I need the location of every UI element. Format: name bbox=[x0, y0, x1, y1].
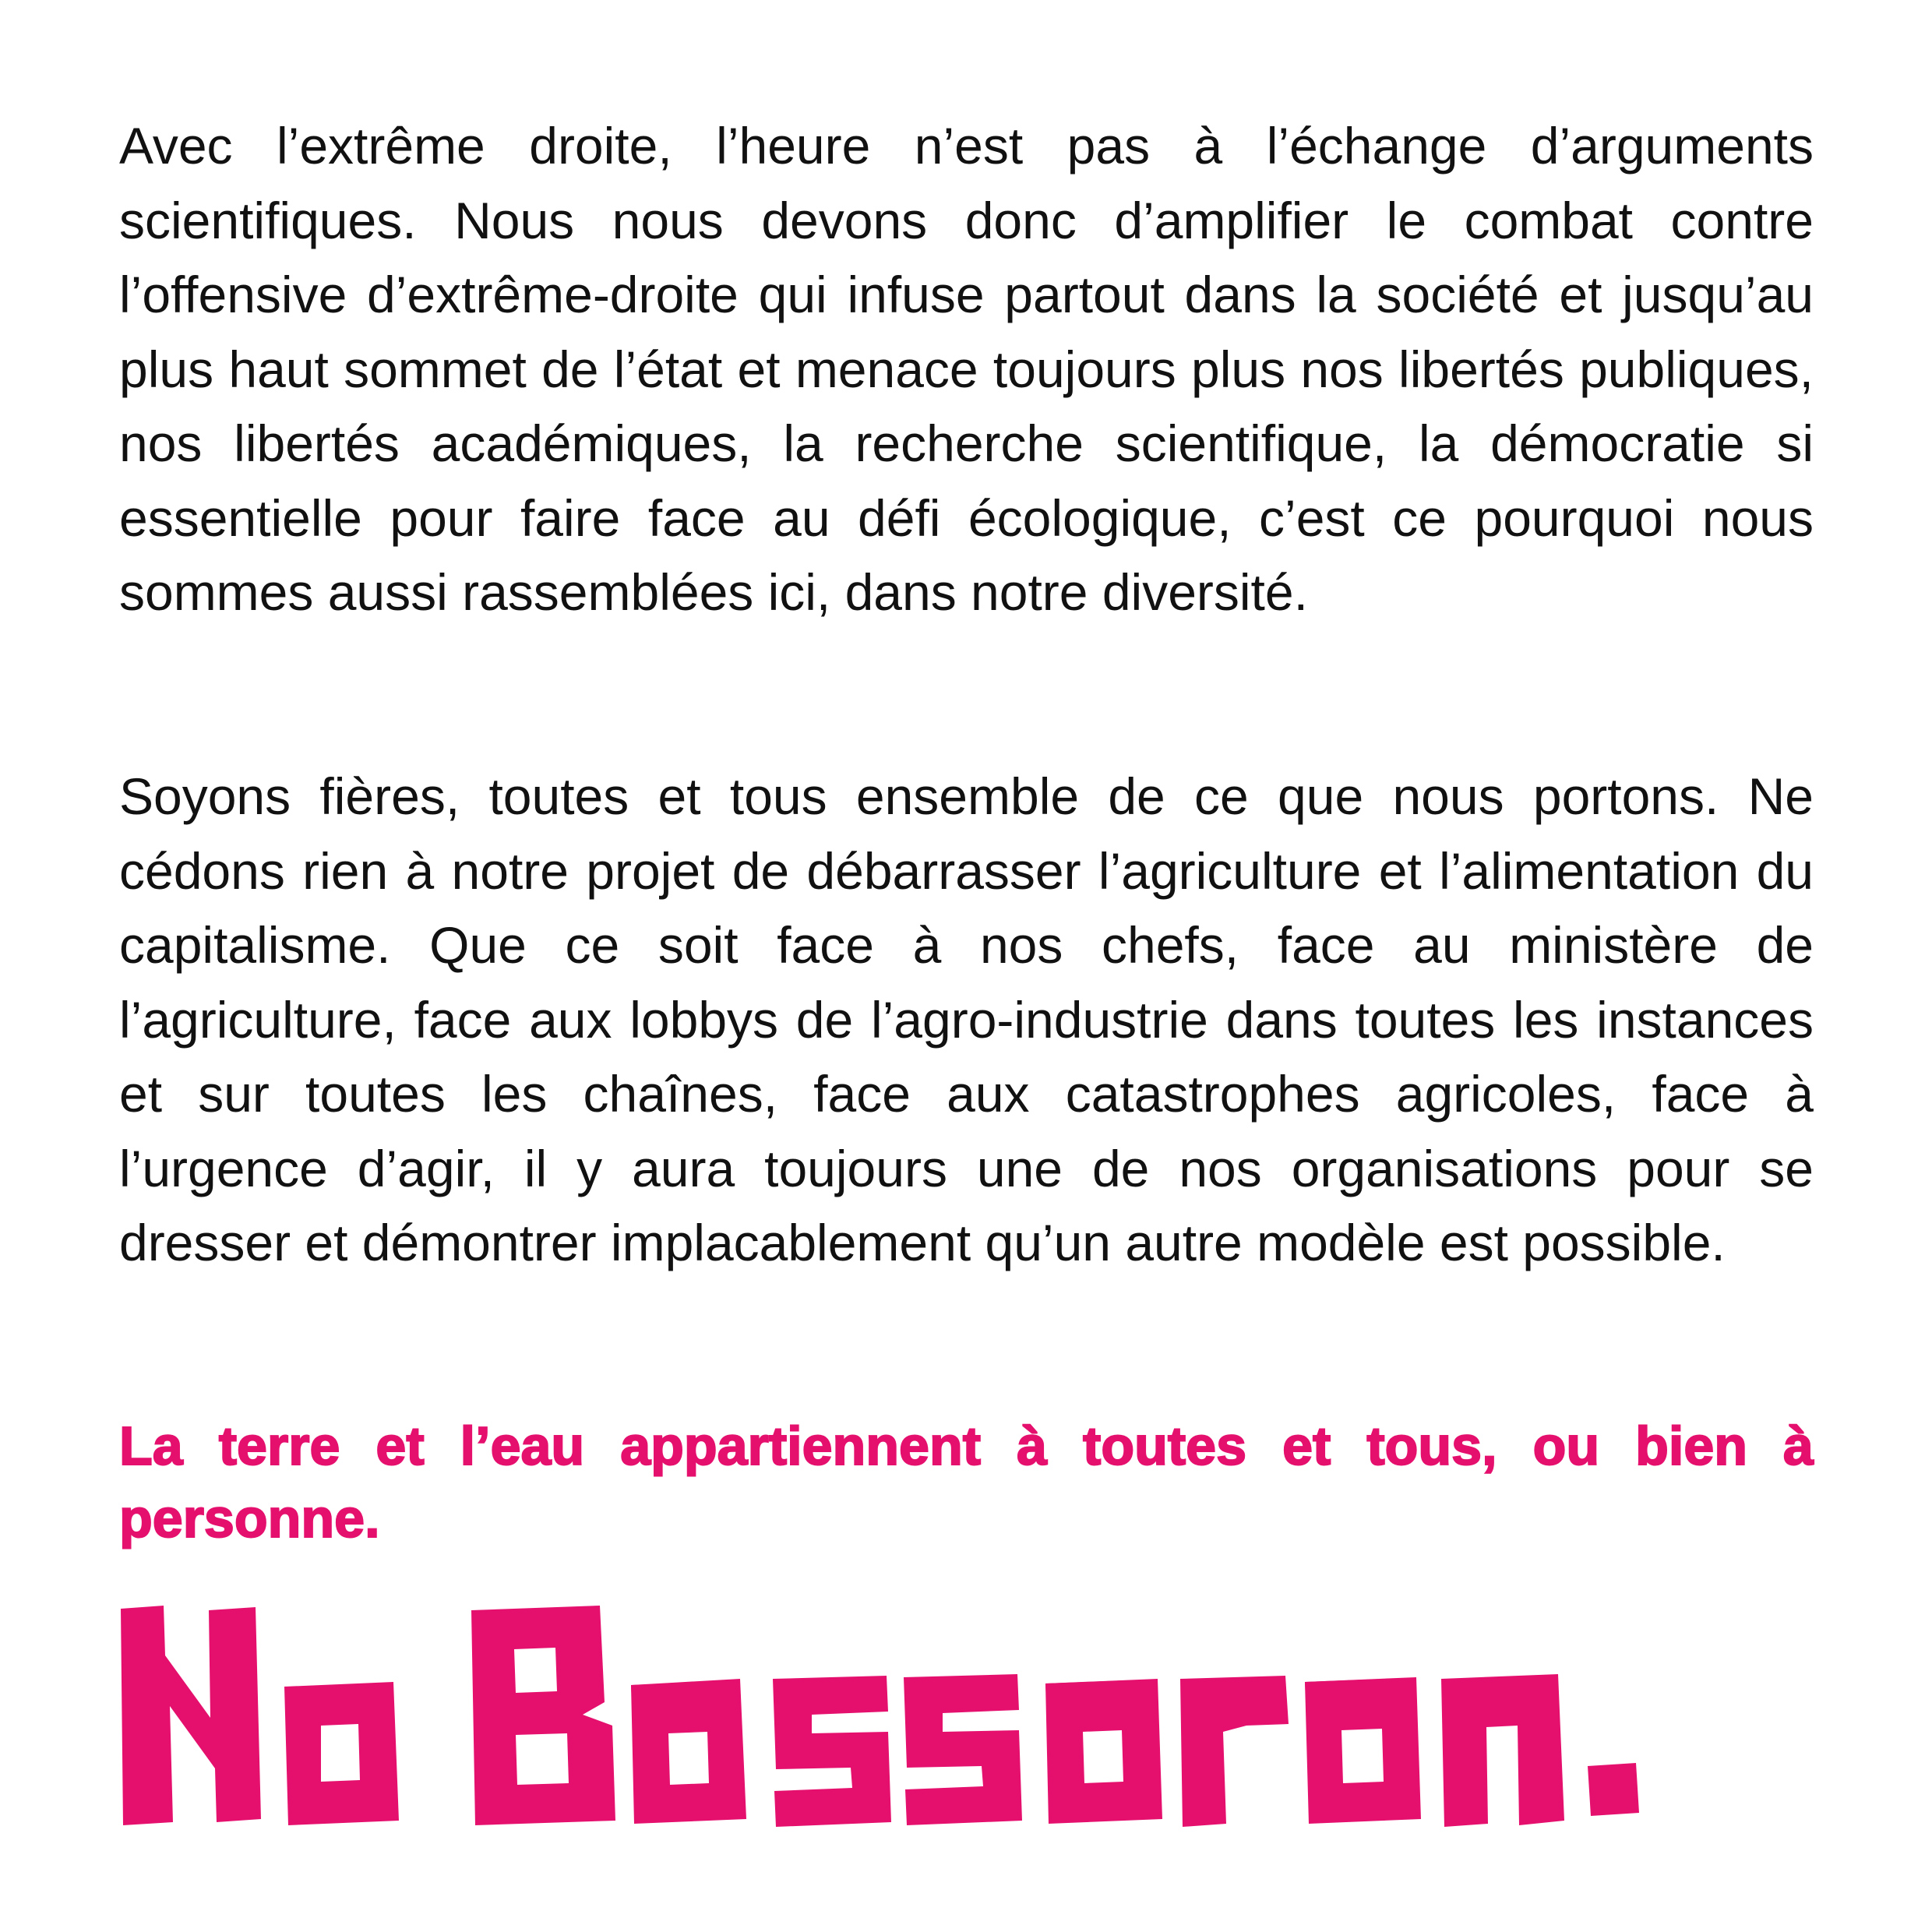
no-bassaran-logo bbox=[117, 1601, 1675, 1827]
paragraph-extreme-droite: Avec l’extrême droite, l’heure n’est pas à l’échange d’arguments scientifiques. Nous nous devons donc d’amplifier le combat contre l’offensive d’extrême-droite qui infuse partout dans la société et jusqu’au plus haut sommet de l’état et menace toujours plus nos libertés publiques, nos libertés académiques, la recherche scientifique, la démocratie si essentielle pour faire face au défi écologique, c’est ce pourquoi nous sommes aussi rassemblées ici, dans notre diversité. bbox=[119, 117, 1814, 621]
logo-text: No Bassaran. bbox=[117, 1601, 122, 1602]
tagline: La terre et l’eau appartiennent à toutes et tous, ou bien à personne. bbox=[119, 1416, 1814, 1549]
paragraph-soyons-fieres: Soyons fières, toutes et tous ensemble de ce que nous portons. Ne cédons rien à notre projet de débarrasser l’agriculture et l’alimentation du capitalisme. Que ce soit face à nos chefs, face au ministère de l’agriculture, face aux lobbys de l’agro-industrie dans toutes les instances et sur toutes les chaînes, face aux catastrophes agricoles, face à l’urgence d’agir, il y aura toujours une de nos organisations pour se dresser et démontrer implacablement qu’un autre modèle est possible. bbox=[119, 767, 1814, 1271]
no-bassaran-logo-graphic bbox=[117, 1601, 1675, 1827]
